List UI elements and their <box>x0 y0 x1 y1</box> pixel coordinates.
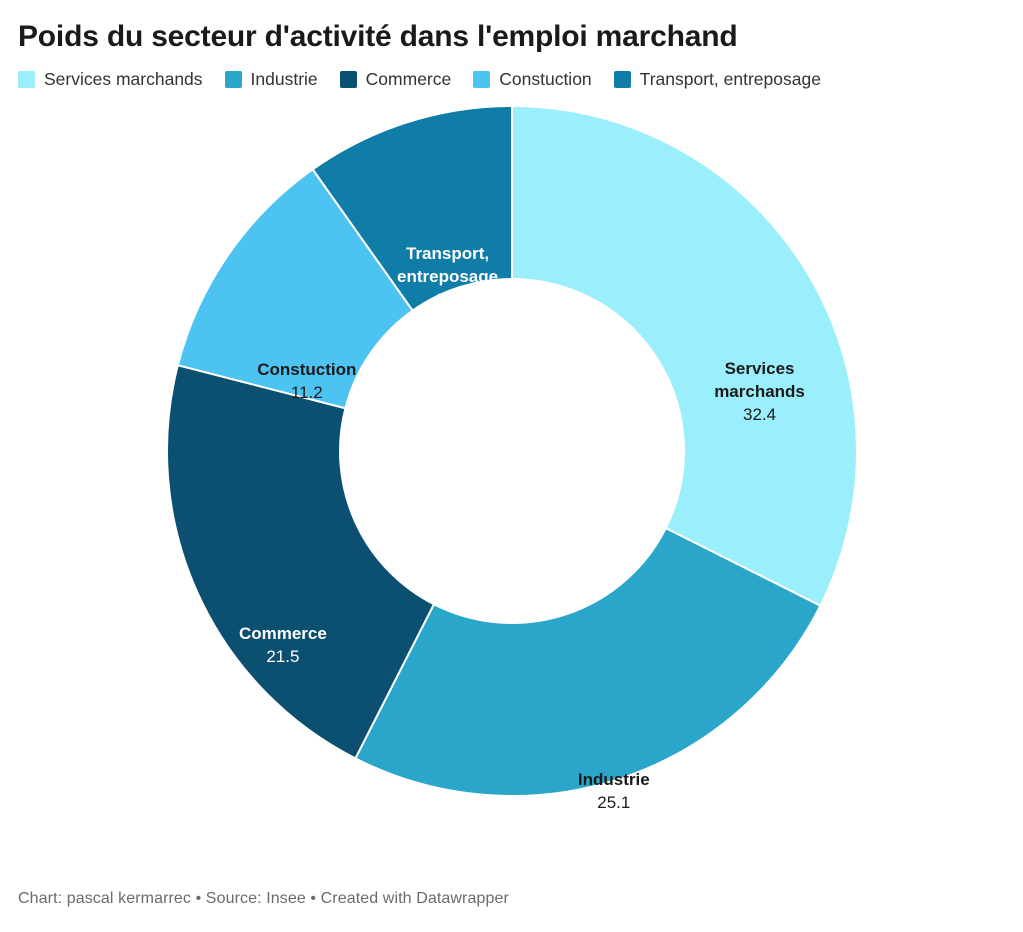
pie-slice-label-value: 9.8 <box>435 289 460 309</box>
legend-item[interactable] <box>340 67 452 91</box>
legend-item[interactable] <box>225 67 318 91</box>
pie-slice-label-name: marchands <box>714 382 805 402</box>
pie-slice-label-name: Industrie <box>577 769 650 789</box>
chart-container <box>0 18 1023 932</box>
legend-swatch-commerce <box>340 71 357 88</box>
pie-slice-label-name: Transport, <box>406 243 490 263</box>
legend-item[interactable] <box>614 67 821 91</box>
legend-label: Transport, entreposage <box>639 69 821 89</box>
chart-plot-area <box>18 101 1005 812</box>
chart-legend <box>18 67 1005 91</box>
pie-slice-label-name: Commerce <box>238 624 327 644</box>
donut-chart <box>162 101 862 801</box>
legend-label: Commerce <box>365 69 452 89</box>
pie-slice-label-value: 25.1 <box>597 792 631 812</box>
chart-credit: Chart: pascal kermarrec • Source: Insee • Created with Datawrapper <box>18 890 509 907</box>
donut-svg <box>162 101 862 801</box>
pie-slice-label-name: Constuction <box>257 359 357 379</box>
legend-swatch-industrie <box>225 71 242 88</box>
legend-swatch-constuction <box>473 71 490 88</box>
pie-slice-label-name: Services <box>724 359 795 379</box>
legend-label: Industrie <box>250 69 318 89</box>
pie-slice[interactable] <box>512 106 857 606</box>
pie-slice-label-value: 32.4 <box>742 405 777 425</box>
pie-slice-label-value: 11.2 <box>290 382 323 402</box>
legend-item[interactable] <box>473 67 591 91</box>
legend-swatch-transport-entreposage <box>614 71 631 88</box>
pie-slice-label-name: entreposage <box>397 266 499 286</box>
legend-item[interactable] <box>18 67 203 91</box>
page-title: Poids du secteur d'activité dans l'emploi marchand <box>18 20 738 53</box>
pie-slice-label-value: 21.5 <box>266 647 300 667</box>
legend-swatch-services-marchands <box>18 71 35 88</box>
legend-label: Services marchands <box>44 69 203 89</box>
legend-label: Constuction <box>499 69 592 89</box>
